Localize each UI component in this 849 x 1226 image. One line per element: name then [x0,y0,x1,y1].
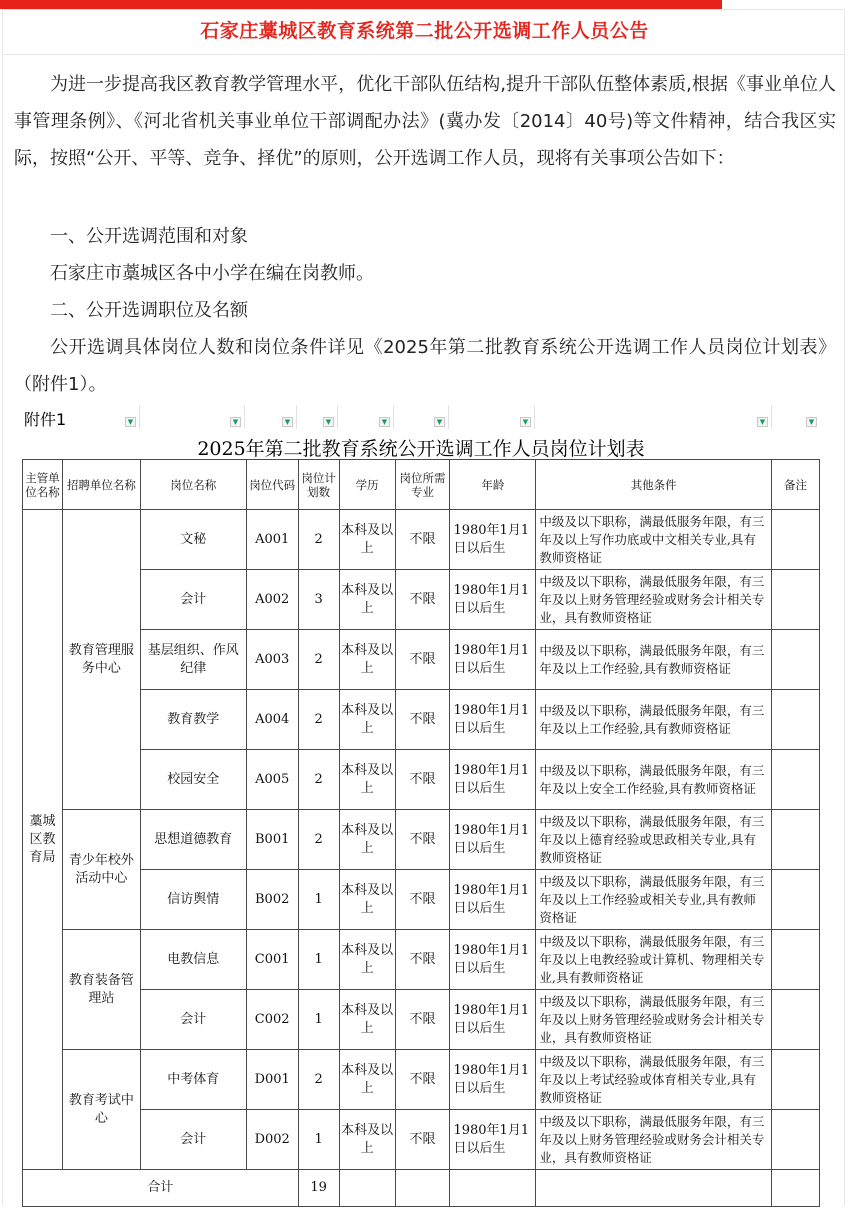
remark-cell [772,1110,820,1170]
education-cell: 本科及以上 [339,750,395,810]
department-cell: 藁城区教育局 [23,510,63,1170]
empty-cell [395,1170,450,1207]
filter-dropdown-icon[interactable]: ▼ [125,417,136,427]
conditions-cell: 中级及以下职称，满最低服务年限，有三年及以上财务管理经验或财务会计相关专业，具有教师资格证 [536,1110,772,1170]
major-cell: 不限 [395,570,450,630]
position-cell: 教育教学 [140,690,246,750]
positions-text: 公开选调具体岗位人数和岗位条件详见《2025年第二批教育系统公开选调工作人员岗位计划表》（附件1）。 [14,337,836,395]
filter-dropdown-icon[interactable]: ▼ [282,417,293,427]
position-cell: 会计 [140,1110,246,1170]
table-row [23,930,820,990]
filter-cell [535,405,772,429]
age-cell: 1980年1月1日以后生 [450,690,536,750]
count-cell: 2 [298,630,339,690]
education-cell: 本科及以上 [339,810,395,870]
count-cell: 1 [298,1110,339,1170]
position-cell: 校园安全 [140,750,246,810]
age-cell: 1980年1月1日以后生 [450,870,536,930]
age-cell: 1980年1月1日以后生 [450,990,536,1050]
table-row [23,810,820,870]
table-row [23,1110,820,1170]
total-count: 19 [298,1170,339,1207]
code-cell: C001 [246,930,298,990]
header-cell: 岗位计划数 [298,460,339,510]
conditions-cell: 中级及以下职称，满最低服务年限，有三年及以上财务管理经验或财务会计相关专业，具有教师资格证 [536,990,772,1050]
count-cell: 2 [298,810,339,870]
filter-row [22,404,820,430]
conditions-cell: 中级及以下职称，满最低服务年限，有三年及以上工作经验,具有教师资格证 [536,690,772,750]
remark-cell [772,690,820,750]
code-cell: C002 [246,990,298,1050]
conditions-cell: 中级及以下职称，满最低服务年限，有三年及以上工作经验或相关专业,具有教师资格证 [536,870,772,930]
education-cell: 本科及以上 [339,570,395,630]
empty-cell [450,1170,536,1207]
filter-dropdown-icon[interactable]: ▼ [434,417,445,427]
title-divider [2,54,845,55]
header-cell: 其他条件 [536,460,772,510]
age-cell: 1980年1月1日以后生 [450,750,536,810]
conditions-cell: 中级及以下职称，满最低服务年限，有三年及以上工作经验,具有教师资格证 [536,630,772,690]
count-cell: 1 [298,990,339,1050]
header-cell: 岗位所需专业 [395,460,450,510]
count-cell: 2 [298,690,339,750]
attachment-sheet [22,404,820,1206]
position-cell: 信访舆情 [140,870,246,930]
header-cell: 年龄 [450,460,536,510]
remark-cell [772,810,820,870]
major-cell: 不限 [395,930,450,990]
header-cell: 岗位名称 [140,460,246,510]
table-row [23,750,820,810]
empty-cell [772,1170,820,1207]
age-cell: 1980年1月1日以后生 [450,510,536,570]
major-cell: 不限 [395,1110,450,1170]
remark-cell [772,990,820,1050]
remark-cell [772,570,820,630]
education-cell: 本科及以上 [339,1110,395,1170]
filter-cell [338,405,394,429]
major-cell: 不限 [395,810,450,870]
position-plan-table [22,459,820,1207]
age-cell: 1980年1月1日以后生 [450,1050,536,1110]
filter-dropdown-icon[interactable]: ▼ [757,417,768,427]
total-label: 合计 [23,1170,299,1207]
total-row [23,1170,820,1207]
code-cell: A002 [246,570,298,630]
position-cell: 文秘 [140,510,246,570]
filter-cell [245,405,297,429]
filter-dropdown-icon[interactable]: ▼ [520,417,531,427]
code-cell: B001 [246,810,298,870]
empty-cell [536,1170,772,1207]
education-cell: 本科及以上 [339,990,395,1050]
code-cell: D002 [246,1110,298,1170]
major-cell: 不限 [395,1050,450,1110]
code-cell: B002 [246,870,298,930]
table-row [23,570,820,630]
count-cell: 2 [298,1050,339,1110]
section-heading-scope: 一、公开选调范围和对象 [50,226,248,247]
education-cell: 本科及以上 [339,1050,395,1110]
top-accent-bar [0,0,722,9]
count-cell: 2 [298,750,339,810]
filter-cell [140,405,245,429]
unit-cell: 青少年校外活动中心 [62,810,140,930]
education-cell: 本科及以上 [339,630,395,690]
table-row [23,1050,820,1110]
remark-cell [772,630,820,690]
count-cell: 3 [298,570,339,630]
education-cell: 本科及以上 [339,690,395,750]
section-heading-positions: 二、公开选调职位及名额 [50,300,248,321]
unit-cell: 教育考试中心 [62,1050,140,1170]
code-cell: A003 [246,630,298,690]
major-cell: 不限 [395,870,450,930]
unit-cell: 教育装备管理站 [62,930,140,1050]
position-cell: 电教信息 [140,930,246,990]
major-cell: 不限 [395,630,450,690]
position-cell: 会计 [140,570,246,630]
code-cell: A005 [246,750,298,810]
conditions-cell: 中级及以下职称，满最低服务年限，有三年及以上安全工作经验,具有教师资格证 [536,750,772,810]
empty-cell [339,1170,395,1207]
count-cell: 2 [298,510,339,570]
filter-cell [394,405,449,429]
filter-cell [297,405,338,429]
table-row [23,510,820,570]
age-cell: 1980年1月1日以后生 [450,570,536,630]
header-cell: 学历 [339,460,395,510]
filter-dropdown-icon[interactable]: ▼ [806,417,817,427]
filter-dropdown-icon[interactable]: ▼ [230,417,241,427]
conditions-cell: 中级及以下职称，满最低服务年限，有三年及以上财务管理经验或财务会计相关专业，具有教师资格证 [536,570,772,630]
education-cell: 本科及以上 [339,930,395,990]
count-cell: 1 [298,930,339,990]
major-cell: 不限 [395,510,450,570]
remark-cell [772,510,820,570]
intro-paragraph: 为进一步提高我区教育教学管理水平，优化干部队伍结构,提升干部队伍整体素质,根据《事业单位人事管理条例》、《河北省机关事业单位干部调配办法》(冀办发〔2014〕40号)等文件精神，结合我区实际，按照“公开、平等、竞争、择优”的原则，公开选调工作人员，现将有关事项公告如下： [14,74,836,169]
conditions-cell: 中级及以下职称，满最低服务年限，有三年及以上电教经验或计算机、物理相关专业,具有教师资格证 [536,930,772,990]
major-cell: 不限 [395,750,450,810]
remark-cell [772,1050,820,1110]
header-cell: 招聘单位名称 [62,460,140,510]
table-row [23,630,820,690]
position-cell: 中考体育 [140,1050,246,1110]
code-cell: A004 [246,690,298,750]
table-title: 2025年第二批教育系统公开选调工作人员岗位计划表 [197,438,645,460]
table-row [23,870,820,930]
education-cell: 本科及以上 [339,510,395,570]
conditions-cell: 中级及以下职称，满最低服务年限，有三年及以上考试经验或体育相关专业,具有教师资格证 [536,1050,772,1110]
header-cell: 备注 [772,460,820,510]
attachment-label: 附件1 [24,410,67,429]
major-cell: 不限 [395,990,450,1050]
scope-text: 石家庄市藁城区各中小学在编在岗教师。 [50,263,374,284]
code-cell: A001 [246,510,298,570]
code-cell: D001 [246,1050,298,1110]
filter-cell [449,405,535,429]
table-row [23,690,820,750]
position-cell: 基层组织、作风纪律 [140,630,246,690]
conditions-cell: 中级及以下职称，满最低服务年限，有三年及以上德育经验或思政相关专业,具有教师资格证 [536,810,772,870]
header-cell: 岗位代码 [246,460,298,510]
age-cell: 1980年1月1日以后生 [450,630,536,690]
conditions-cell: 中级及以下职称，满最低服务年限，有三年及以上写作功底或中文相关专业,具有教师资格证 [536,510,772,570]
position-cell: 会计 [140,990,246,1050]
unit-cell: 教育管理服务中心 [62,510,140,810]
major-cell: 不限 [395,690,450,750]
remark-cell [772,870,820,930]
age-cell: 1980年1月1日以后生 [450,810,536,870]
article-title: 石家庄藁城区教育系统第二批公开选调工作人员公告 [200,20,649,42]
age-cell: 1980年1月1日以后生 [450,1110,536,1170]
header-cell: 主管单位名称 [23,460,63,510]
count-cell: 1 [298,870,339,930]
table-header-row [23,460,820,510]
position-cell: 思想道德教育 [140,810,246,870]
education-cell: 本科及以上 [339,870,395,930]
age-cell: 1980年1月1日以后生 [450,930,536,990]
filter-dropdown-icon[interactable]: ▼ [323,417,334,427]
table-row [23,990,820,1050]
remark-cell [772,930,820,990]
remark-cell [772,750,820,810]
filter-dropdown-icon[interactable]: ▼ [379,417,390,427]
filter-cell [772,405,820,429]
